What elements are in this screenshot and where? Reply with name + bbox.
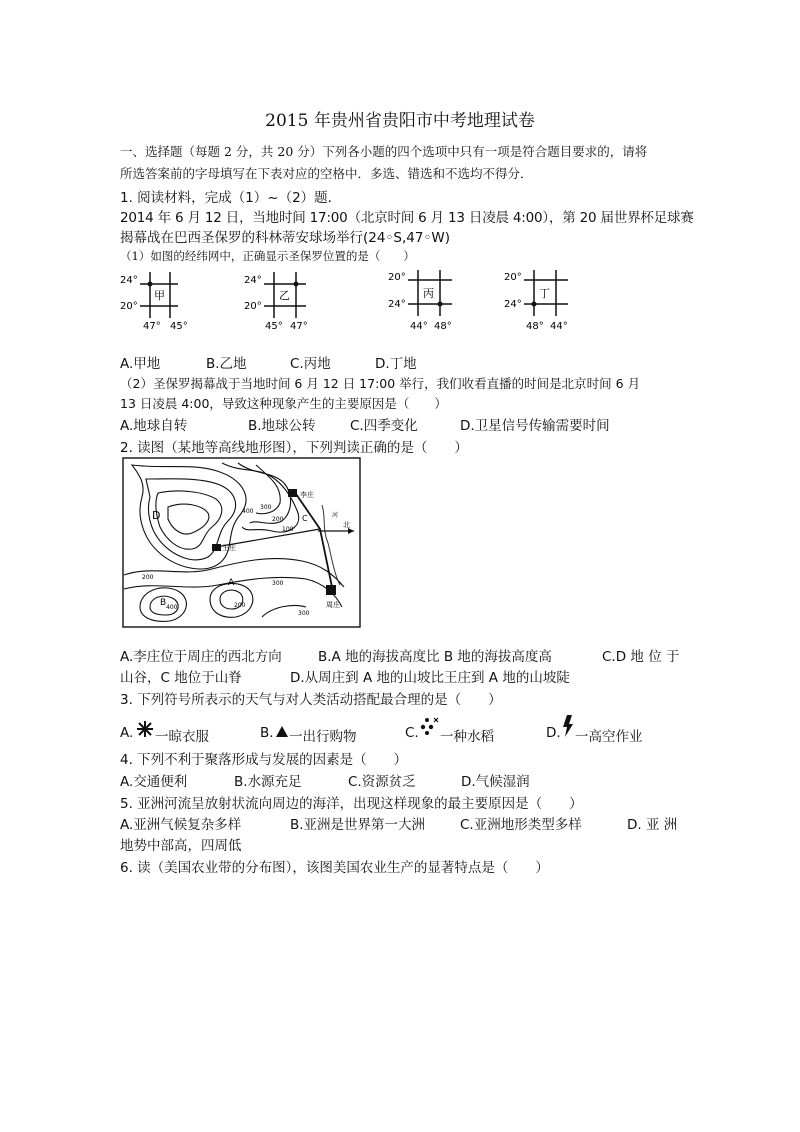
contour-label: 100: [282, 526, 294, 533]
q4-option-a[interactable]: A.交通便利: [120, 774, 188, 790]
q2-option-c[interactable]: C.D 地 位 于: [602, 649, 680, 665]
contour-label: 300: [260, 504, 272, 511]
q5-stem: 5. 亚洲河流呈放射状流向周边的海洋，出现这样现象的最主要原因是（ ）: [120, 796, 583, 812]
q1-2-option-b[interactable]: B.地球公转: [248, 418, 316, 434]
grid-ding-bottom-label: 24°: [504, 299, 522, 310]
map-river-label: 河: [332, 512, 339, 519]
map-north-label: 北: [343, 521, 350, 529]
page-title: 2015 年贵州省贵阳市中考地理试卷: [265, 111, 535, 131]
grid-ding-left-label: 48°: [526, 321, 544, 332]
latlong-grid-figures: [116, 268, 616, 340]
map-lizhuang-label: 李庄: [300, 491, 314, 499]
wangzhuang-marker: [212, 544, 221, 551]
grid-ding-right-label: 44°: [550, 321, 568, 332]
grid-ding: [504, 270, 568, 332]
grid-jia: [120, 272, 188, 332]
snow-icon: [136, 720, 154, 738]
lizhuang-marker: [288, 489, 297, 497]
map-point-b: B: [160, 598, 167, 608]
q6-stem: 6. 读（美国农业带的分布图），该图美国农业生产的显著特点是（ ）: [120, 860, 549, 876]
grid-yi: [244, 272, 308, 332]
q5-option-d[interactable]: D. 亚 洲: [627, 817, 678, 833]
grid-bing-right-label: 48°: [434, 321, 452, 332]
q4-stem: 4. 下列不利于聚落形成与发展的因素是（ ）: [120, 752, 408, 768]
q3-option-d-letter[interactable]: D.: [546, 725, 561, 741]
q1-sub-question-2-line-2: 13 日凌晨 4:00，导致这种现象产生的主要原因是（ ）: [120, 396, 447, 411]
grid-ding-top-label: 20°: [504, 272, 522, 283]
grid-yi-bottom-label: 20°: [244, 301, 262, 312]
grid-bing-top-label: 20°: [388, 272, 406, 283]
instructions-line-1: 一、选择题（每题 2 分，共 20 分）下列各小题的四个选项中只有一项是符合题目要求的，请将: [120, 144, 648, 159]
q4-option-c[interactable]: C.资源贫乏: [348, 774, 416, 790]
instructions-line-2: 所选答案前的字母填写在下表对应的空格中．多选、错选和不选均不得分．: [120, 166, 533, 181]
grid-ding-name: 丁: [539, 287, 550, 300]
thunderstorm-icon: [561, 714, 575, 738]
q1-stem: 1. 阅读材料，完成（1）~（2）题．: [120, 190, 342, 206]
grid-bing: [388, 270, 452, 332]
q1-2-option-d[interactable]: D.卫星信号传输需要时间: [460, 418, 610, 434]
q1-material-line-1: 2014 年 6 月 12 日，当地时间 17:00（北京时间 6 月 13 日凌晨 4:00），第 20 届世界杯足球赛: [120, 210, 694, 226]
grid-bing-bottom-label: 24°: [388, 299, 406, 310]
q1-option-a[interactable]: A.甲地: [120, 356, 161, 372]
q1-2-option-c[interactable]: C.四季变化: [350, 418, 418, 434]
q3-option-b-text: 一出行购物: [289, 729, 357, 745]
grid-yi-name: 乙: [279, 289, 290, 302]
q2-stem: 2. 读图（某地等高线地形图），下列判读正确的是（ ）: [120, 440, 468, 456]
grid-jia-top-label: 24°: [120, 275, 138, 286]
contour-label: 400: [166, 604, 178, 611]
q2-option-d[interactable]: D.从周庄到 A 地的山坡比王庄到 A 地的山坡陡: [290, 670, 570, 686]
q3-option-c-text: 一种水稻: [440, 729, 494, 745]
contour-label: 200: [234, 602, 246, 609]
contour-label: 300: [272, 580, 284, 587]
q2-option-b[interactable]: B.A 地的海拔高度比 B 地的海拔高度高: [318, 649, 552, 665]
q4-option-b[interactable]: B.水源充足: [234, 774, 302, 790]
grid-yi-left-label: 45°: [265, 321, 283, 332]
grid-jia-name: 甲: [154, 289, 165, 302]
map-point-c: C: [302, 514, 308, 523]
q3-option-d-text: 一高空作业: [575, 729, 643, 745]
q1-option-d[interactable]: D.丁地: [375, 356, 417, 372]
q2-option-a[interactable]: A.李庄位于周庄的西北方向: [120, 649, 282, 665]
q1-2-option-a[interactable]: A.地球自转: [120, 418, 188, 434]
q2-option-c-cont: 山谷，C 地位于山脊: [120, 670, 242, 686]
grid-bing-left-label: 44°: [410, 321, 428, 332]
q3-option-a-text: 一晾衣服: [155, 729, 209, 745]
contour-map: [122, 457, 362, 629]
grid-jia-left-label: 47°: [143, 321, 161, 332]
grid-jia-right-label: 45°: [170, 321, 188, 332]
grid-jia-bottom-label: 20°: [120, 301, 138, 312]
q5-option-a[interactable]: A.亚洲气候复杂多样: [120, 817, 242, 833]
q3-stem: 3. 下列符号所表示的天气与对人类活动搭配最合理的是（ ）: [120, 692, 502, 708]
grid-yi-right-label: 47°: [290, 321, 308, 332]
q1-option-c[interactable]: C.丙地: [290, 356, 331, 372]
map-zhouzhuang-label: 周庄: [326, 601, 340, 609]
map-point-a: A: [228, 578, 235, 588]
q3-option-c-letter[interactable]: C.: [405, 725, 419, 741]
grid-yi-top-label: 24°: [244, 275, 262, 286]
q1-material-line-2: 揭幕战在巴西圣保罗的科林蒂安球场举行(24◦S,47◦W): [120, 230, 451, 246]
q5-option-c[interactable]: C.亚洲地形类型多样: [460, 817, 582, 833]
contour-label: 200: [142, 574, 154, 581]
q1-sub-question-2-line-1: （2）圣保罗揭幕战于当地时间 6 月 12 日 17:00 举行，我们收看直播的时间是北京时间 6 月: [120, 376, 641, 391]
hail-icon: [275, 725, 289, 739]
contour-label: 400: [242, 508, 254, 515]
contour-label: 200: [272, 516, 284, 523]
q1-sub-question-1: （1）如图的经纬网中，正确显示圣保罗位置的是（ ）: [120, 249, 415, 263]
grid-bing-name: 丙: [423, 287, 434, 300]
q5-option-d-cont: 地势中部高，四周低: [120, 838, 242, 854]
q1-option-b[interactable]: B.乙地: [206, 356, 247, 372]
q4-option-d[interactable]: D.气候湿润: [461, 774, 530, 790]
contour-label: 300: [298, 610, 310, 617]
map-point-d: D: [152, 509, 161, 522]
q3-option-a-letter[interactable]: A.: [120, 725, 134, 741]
q3-option-b-letter[interactable]: B.: [260, 725, 274, 741]
rain-snow-icon: [419, 716, 439, 738]
zhouzhuang-marker: [326, 585, 336, 595]
q5-option-b[interactable]: B.亚洲是世界第一大洲: [290, 817, 426, 833]
map-wangzhuang-label: 王庄: [222, 544, 236, 552]
